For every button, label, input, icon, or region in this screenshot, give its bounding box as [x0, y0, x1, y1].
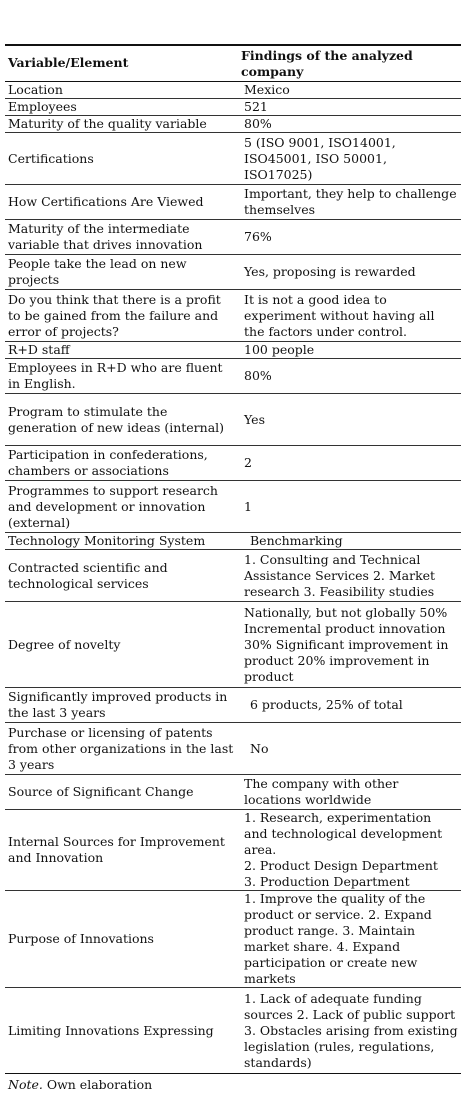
table-row	[5, 533, 461, 550]
finding-cell: 100 people	[238, 342, 461, 359]
table-row	[5, 185, 461, 220]
document	[5, 44, 461, 1093]
variable-cell: Maturity of the intermediate variable that drives innovation	[5, 220, 238, 255]
variable-cell: People take the lead on new projects	[5, 255, 238, 290]
table-body	[5, 82, 461, 1074]
variable-cell: How Certifications Are Viewed	[5, 185, 238, 220]
table-row	[5, 481, 461, 533]
table-note	[5, 1077, 461, 1093]
header-variable: Variable/Element	[5, 45, 238, 82]
table-row	[5, 359, 461, 394]
finding-cell: 521	[238, 99, 461, 116]
table-row	[5, 602, 461, 688]
variable-cell: Employees in R+D who are fluent in English.	[5, 359, 238, 394]
finding-cell: 1. Lack of adequate funding sources 2. Lack of public support 3. Obstacles arising from existing legislation (rules, regulations, standards)	[238, 988, 461, 1074]
variable-cell: Technology Monitoring System	[5, 533, 238, 550]
variable-cell: Purpose of Innovations	[5, 891, 238, 988]
table-row	[5, 446, 461, 481]
note-label: Note.	[8, 1077, 43, 1092]
table-row	[5, 290, 461, 342]
finding-cell: 6 products, 25% of total	[238, 688, 461, 723]
table-row	[5, 342, 461, 359]
variable-cell: Do you think that there is a profit to be gained from the failure and error of projects?	[5, 290, 238, 342]
finding-cell: 80%	[238, 116, 461, 133]
variable-cell: Contracted scientific and technological services	[5, 550, 238, 602]
finding-cell: 1	[238, 481, 461, 533]
variable-cell: Limiting Innovations Expressing	[5, 988, 238, 1074]
note-text: Own elaboration	[42, 1077, 153, 1092]
table-row	[5, 394, 461, 446]
table-row	[5, 988, 461, 1074]
variable-cell: Degree of novelty	[5, 602, 238, 688]
finding-cell: Yes, proposing is rewarded	[238, 255, 461, 290]
table-row	[5, 810, 461, 891]
findings-table	[5, 44, 461, 1074]
finding-cell: 2	[238, 446, 461, 481]
table-row	[5, 688, 461, 723]
variable-cell: Location	[5, 82, 238, 99]
variable-cell: Certifications	[5, 133, 238, 185]
table-row	[5, 891, 461, 988]
finding-cell: 5 (ISO 9001, ISO14001, ISO45001, ISO 50001, ISO17025)	[238, 133, 461, 185]
table-row	[5, 82, 461, 99]
table-header	[5, 45, 461, 82]
finding-cell: Yes	[238, 394, 461, 446]
table-row	[5, 255, 461, 290]
finding-cell: The company with other locations worldwide	[238, 775, 461, 810]
table-row	[5, 775, 461, 810]
finding-cell: 1. Improve the quality of the product or service. 2. Expand product range. 3. Maintain market share. 4. Expand participation or create new markets	[238, 891, 461, 988]
finding-cell: Benchmarking	[238, 533, 461, 550]
variable-cell: Maturity of the quality variable	[5, 116, 238, 133]
finding-cell: It is not a good idea to experiment without having all the factors under control.	[238, 290, 461, 342]
finding-cell: 76%	[238, 220, 461, 255]
variable-cell: Participation in confederations, chambers or associations	[5, 446, 238, 481]
finding-cell: 80%	[238, 359, 461, 394]
variable-cell: Program to stimulate the generation of new ideas (internal)	[5, 394, 238, 446]
finding-cell: No	[238, 723, 461, 775]
variable-cell: R+D staff	[5, 342, 238, 359]
finding-cell: Important, they help to challenge themselves	[238, 185, 461, 220]
variable-cell: Purchase or licensing of patents from other organizations in the last 3 years	[5, 723, 238, 775]
variable-cell: Employees	[5, 99, 238, 116]
finding-cell: Nationally, but not globally 50% Incremental product innovation 30% Significant improvement in product 20% improvement in product	[238, 602, 461, 688]
header-findings: Findings of the analyzed company	[238, 45, 461, 82]
variable-cell: Significantly improved products in the last 3 years	[5, 688, 238, 723]
finding-cell: 1. Consulting and Technical Assistance Services 2. Market research 3. Feasibility studies	[238, 550, 461, 602]
finding-cell: 1. Research, experimentation and technological development area. 2. Product Design Department 3. Production Department	[238, 810, 461, 891]
variable-cell: Internal Sources for Improvement and Innovation	[5, 810, 238, 891]
table-row	[5, 133, 461, 185]
table-row	[5, 550, 461, 602]
header-row	[5, 45, 461, 82]
variable-cell: Source of Significant Change	[5, 775, 238, 810]
table-row	[5, 723, 461, 775]
table-row	[5, 220, 461, 255]
table-row	[5, 99, 461, 116]
variable-cell: Programmes to support research and development or innovation (external)	[5, 481, 238, 533]
table-row	[5, 116, 461, 133]
finding-cell: Mexico	[238, 82, 461, 99]
